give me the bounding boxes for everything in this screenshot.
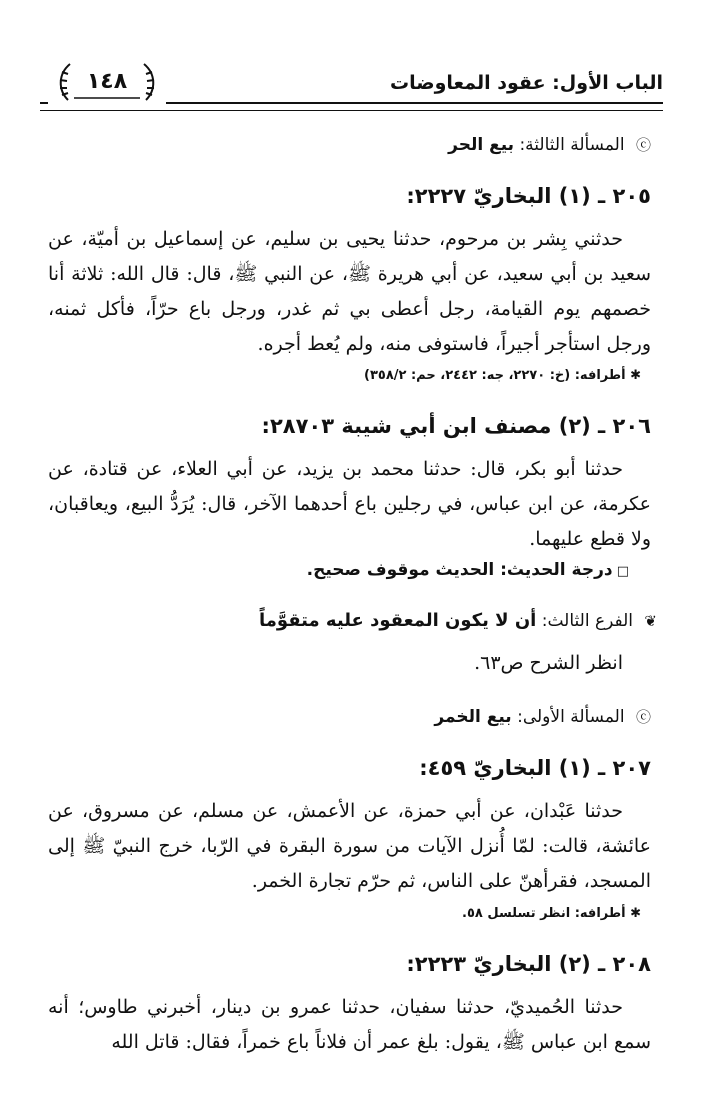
- hadith-text: حدثنا الحُميديّ، حدثنا سفيان، حدثنا عمرو بن دينار، أخبرني طاوس؛ أنه سمع ابن عباس ﷺ، يقول: بلغ عمر أن فلاناً باع خمراً، فقال: قاتل الله: [48, 996, 651, 1053]
- header-underline: [40, 110, 663, 111]
- hadith-heading: ٢٠٧ ـ (١) البخاريّ ٤٥٩:: [419, 756, 651, 780]
- hadith-heading: ٢٠٨ ـ (٢) البخاريّ ٢٢٢٣:: [406, 952, 651, 976]
- explanation-reference: انظر الشرح ص٦٣.: [474, 652, 623, 674]
- branch-heading: ❦ الفرع الثالث: أن لا يكون المعقود عليه متقوَّماً: [259, 610, 657, 631]
- hadith-heading: ٢٠٦ ـ (٢) مصنف ابن أبي شيبة ٢٨٧٠٣:: [261, 414, 651, 438]
- circle-c-icon: ⓒ: [635, 708, 651, 726]
- hadith-text: حدثنا أبو بكر، قال: حدثنا محمد بن يزيد، عن أبي العلاء، عن قتادة، عن عكرمة، عن ابن عباس، في رجلين باع أحدهما الآخر، قال: يُرَدُّ البيع، ويعاقبان، ولا قطع عليهما.: [48, 458, 651, 550]
- page-number: ١٤٨: [86, 69, 128, 94]
- hadith-text: حدثني بِشر بن مرحوم، حدثنا يحيى بن سليم، عن إسماعيل بن أميّة، عن سعيد بن أبي سعيد، عن أبي هريرة ﷺ، عن النبي ﷺ، قال: قال الله: ثلاثة أنا خصمهم يوم القيامة، رجل أعطى بي ثم غدر، ورجل باع حرّاً، فأكل ثمنه، ورجل استأجر أجيراً، فاستوفى منه، ولم يُعط أجره.: [48, 228, 651, 355]
- hadith-grade: □ درجة الحديث: الحديث موقوف صحيح.: [306, 560, 629, 580]
- ornament-icon: ❦: [644, 612, 657, 630]
- asterisk-icon: ✱: [625, 368, 641, 383]
- page-number-ornament: [48, 60, 166, 106]
- running-title: الباب الأول: عقود المعاوضات: [390, 72, 663, 94]
- cross-reference-note: ✱ أطرافه: (خ: ٢٢٧٠، جه: ٢٤٤٢، حم: ٣٥٨/٢): [364, 368, 641, 383]
- cross-reference-note: ✱ أطرافه: انظر تسلسل ٥٨.: [461, 906, 641, 921]
- asterisk-icon: ✱: [625, 906, 641, 921]
- hadith-text: حدثنا عَبْدان، عن أبي حمزة، عن الأعمش، عن مسلم، عن مسروق، عن عائشة، قالت: لمّا أُنزل الآيات من سورة البقرة في الرّبا، خرج النبيّ ﷺ إلى المسجد، فقرأهنّ على الناس، ثم حرّم تجارة الخمر.: [48, 800, 651, 892]
- circle-c-icon: ⓒ: [635, 136, 651, 154]
- section-heading: ⓒ المسألة الأولى: بيع الخمر: [434, 707, 651, 727]
- page-header: [40, 58, 663, 114]
- square-icon: □: [612, 564, 629, 579]
- hadith-heading: ٢٠٥ ـ (١) البخاريّ ٢٢٢٧:: [406, 184, 651, 208]
- section-heading: ⓒ المسألة الثالثة: بيع الحر: [448, 135, 651, 155]
